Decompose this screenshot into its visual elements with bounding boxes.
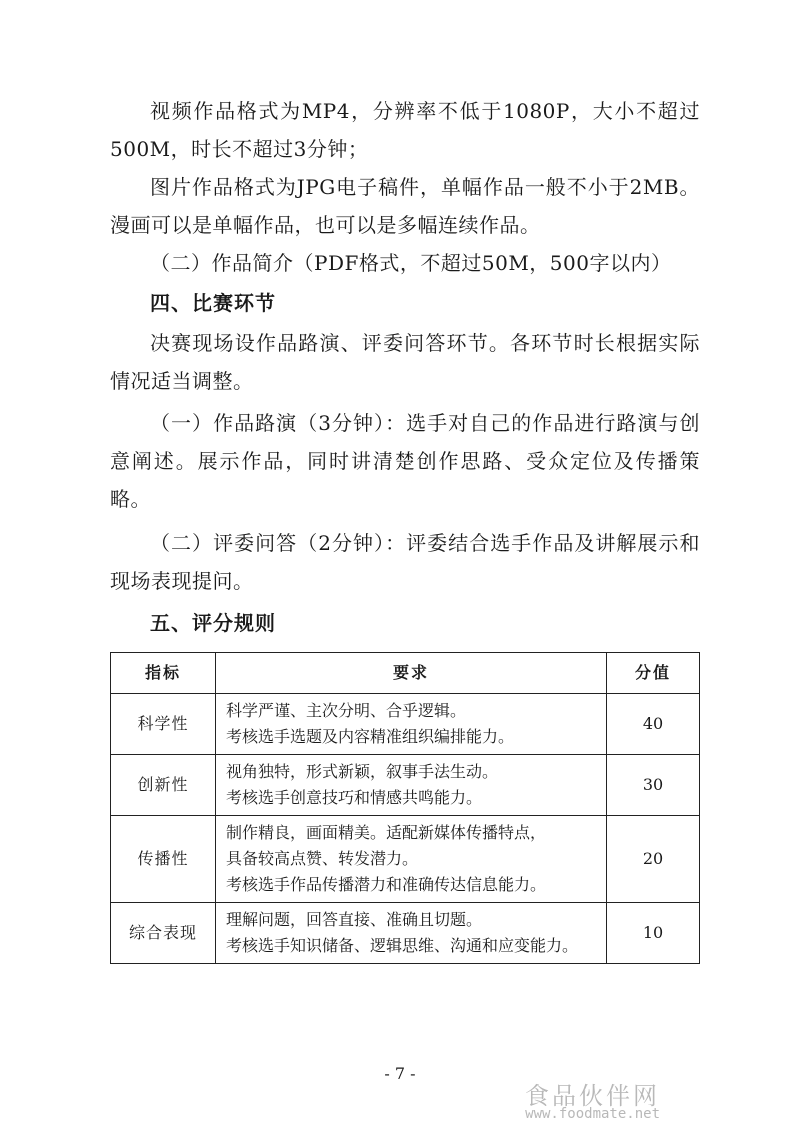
score-cell: 30: [607, 755, 700, 816]
scoring-table: [110, 652, 700, 964]
table-row: [111, 694, 700, 755]
paragraph-intro-format: （二）作品简介（PDF格式，不超过50M，500字以内）: [150, 251, 672, 275]
header-requirement: 要求: [216, 653, 607, 694]
paragraph-roadshow: （一）作品路演（3分钟）：选手对自己的作品进行路演与创意阐述。展示作品，同时讲清楚创作思路、受众定位及传播策略。: [110, 411, 700, 511]
requirement-line: 视角独特，形式新颖，叙事手法生动。: [226, 762, 499, 781]
table-row: [111, 903, 700, 964]
score-cell: 10: [607, 903, 700, 964]
indicator-cell: 科学性: [111, 694, 216, 755]
requirement-cell: [216, 694, 607, 755]
heading-scoring-rules: 五、评分规则: [150, 611, 276, 635]
requirement-line: 考核选手作品传播潜力和准确传达信息能力。: [226, 875, 547, 894]
requirement-line: 制作精良，画面精美。适配新媒体传播特点，: [226, 823, 547, 842]
header-score: 分值: [607, 653, 700, 694]
table-row: [111, 816, 700, 903]
indicator-cell: 传播性: [111, 816, 216, 903]
requirement-line: 具备较高点赞、转发潜力。: [226, 849, 419, 868]
score-cell: 20: [607, 816, 700, 903]
table-row: [111, 755, 700, 816]
requirement-line: 考核选手知识储备、逻辑思维、沟通和应变能力。: [226, 936, 579, 955]
page-number: - 7 -: [384, 1064, 416, 1083]
indicator-cell: 创新性: [111, 755, 216, 816]
header-indicator: 指标: [111, 653, 216, 694]
requirement-cell: [216, 755, 607, 816]
heading-competition-stages: 四、比赛环节: [150, 291, 276, 315]
score-cell: 40: [607, 694, 700, 755]
paragraph-judge-qa: （二）评委问答（2分钟）：评委结合选手作品及讲解展示和现场表现提问。: [110, 531, 700, 593]
requirement-line: 考核选手创意技巧和情感共鸣能力。: [226, 788, 483, 807]
requirement-line: 考核选手选题及内容精准组织编排能力。: [226, 727, 515, 746]
paragraph-final-stages: 决赛现场设作品路演、评委问答环节。各环节时长根据实际情况适当调整。: [110, 331, 700, 393]
requirement-line: 科学严谨、主次分明、合乎逻辑。: [226, 701, 467, 720]
paragraph-video-format: 视频作品格式为MP4，分辨率不低于1080P，大小不超过500M，时长不超过3分钟；: [110, 99, 700, 161]
requirement-line: 理解问题，回答直接、准确且切题。: [226, 910, 483, 929]
requirement-cell: [216, 816, 607, 903]
indicator-cell: 综合表现: [111, 903, 216, 964]
table-header-row: [111, 653, 700, 694]
paragraph-image-format: 图片作品格式为JPG电子稿件，单幅作品一般不小于2MB。漫画可以是单幅作品，也可以是多幅连续作品。: [110, 175, 700, 237]
requirement-cell: [216, 903, 607, 964]
watermark-text: 食品伙伴网: [525, 1082, 660, 1110]
watermark-url: www.foodmate.net: [525, 1106, 660, 1122]
